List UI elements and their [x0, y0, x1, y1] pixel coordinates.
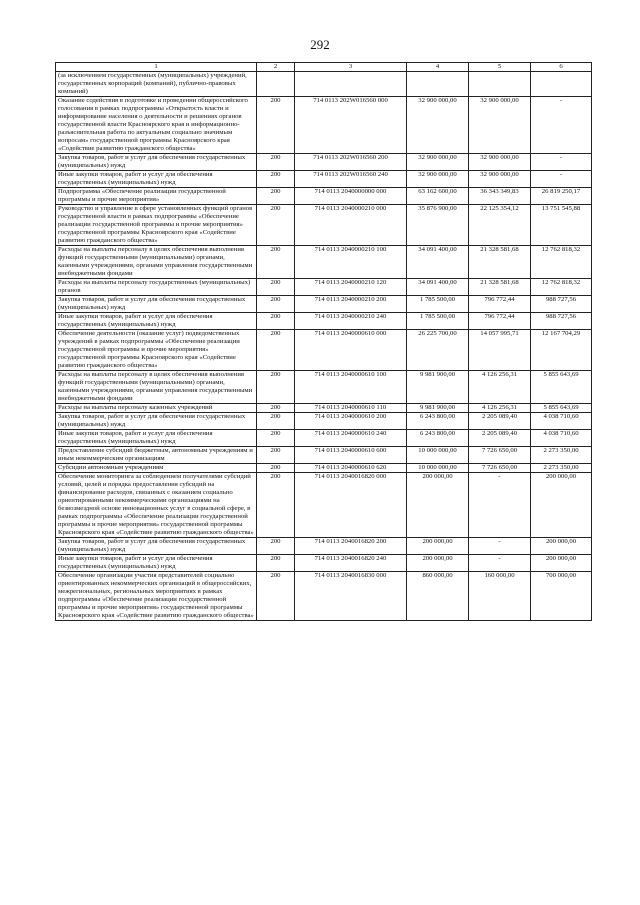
executed-amount-cell: - — [469, 555, 531, 572]
grbs-code-cell: 200 — [257, 464, 295, 473]
table-row — [56, 330, 592, 371]
grbs-code-cell: 200 — [257, 296, 295, 313]
planned-amount-cell: 34 091 400,00 — [407, 279, 469, 296]
grbs-code-cell: 200 — [257, 313, 295, 330]
budget-code-cell: 714 0113 202W016560 000 — [295, 97, 407, 154]
table-row — [56, 72, 592, 97]
budget-code-cell: 714 0113 2040016820 240 — [295, 555, 407, 572]
grbs-code-cell: 200 — [257, 572, 295, 621]
row-name-cell: Обеспечение организации участия представителей социально ориентированных некоммерческих организаций в общероссийских, межрегиональных, региональных мероприятиях в рамках подпрограммы «Обеспечение реализации государственной программы и прочие мероприятия» государственной программы Красноярского края «Содействие развитию гражданского общества» — [56, 572, 257, 621]
planned-amount-cell: 63 162 600,00 — [407, 188, 469, 205]
planned-amount-cell: 200 000,00 — [407, 555, 469, 572]
planned-amount-cell: 32 900 000,00 — [407, 97, 469, 154]
table-row — [56, 154, 592, 171]
table-header-row — [56, 63, 592, 72]
executed-amount-cell: 22 125 354,12 — [469, 205, 531, 246]
row-name-cell: Иные закупки товаров, работ и услуг для обеспечения государственных (муниципальных) нужд — [56, 313, 257, 330]
budget-code-cell: 714 0113 2040000610 600 — [295, 447, 407, 464]
row-name-cell: Закупка товаров, работ и услуг для обеспечения государственных (муниципальных) нужд — [56, 538, 257, 555]
remaining-amount-cell: 5 855 643,69 — [531, 404, 592, 413]
table-body — [56, 72, 592, 621]
budget-code-cell: 714 0113 2040000610 110 — [295, 404, 407, 413]
table-row — [56, 97, 592, 154]
grbs-code-cell: 200 — [257, 555, 295, 572]
planned-amount-cell: 32 900 000,00 — [407, 171, 469, 188]
budget-code-cell: 714 0113 2040000610 620 — [295, 464, 407, 473]
planned-amount-cell: 6 243 800,00 — [407, 413, 469, 430]
planned-amount-cell: 200 000,00 — [407, 538, 469, 555]
grbs-code-cell — [257, 72, 295, 97]
table-row — [56, 447, 592, 464]
budget-code-cell: 714 0113 2040000610 000 — [295, 330, 407, 371]
column-header: 4 — [407, 63, 469, 72]
remaining-amount-cell: 5 855 643,69 — [531, 371, 592, 404]
executed-amount-cell: 21 328 581,68 — [469, 246, 531, 279]
budget-code-cell: 714 0113 2040016830 000 — [295, 572, 407, 621]
table-row — [56, 555, 592, 572]
row-name-cell: Подпрограмма «Обеспечение реализации государственной программы и прочие мероприятия» — [56, 188, 257, 205]
table-row — [56, 538, 592, 555]
budget-code-cell: 714 0113 2040000210 200 — [295, 296, 407, 313]
budget-code-cell: 714 0113 2040000210 120 — [295, 279, 407, 296]
remaining-amount-cell: 12 762 818,32 — [531, 246, 592, 279]
remaining-amount-cell: 4 038 710,60 — [531, 430, 592, 447]
grbs-code-cell: 200 — [257, 279, 295, 296]
grbs-code-cell: 200 — [257, 97, 295, 154]
grbs-code-cell: 200 — [257, 413, 295, 430]
executed-amount-cell: 2 205 089,40 — [469, 430, 531, 447]
remaining-amount-cell: 13 751 545,88 — [531, 205, 592, 246]
table-row — [56, 313, 592, 330]
row-name-cell: Обеспечение мониторинга за соблюдением получателями субсидий условий, целей и порядка предоставления субсидий на финансирование расходов, связанных с оказанием социально ориентированными некоммерческими организациями на безвозмездной основе инновационных услуг в социальной сфере, в рамках подпрограммы «Обеспечение реализации государственной программы и прочие мероприятия» государственной программы Красноярского края «Содействие развитию гражданского общества» — [56, 473, 257, 538]
table-row — [56, 404, 592, 413]
grbs-code-cell: 200 — [257, 154, 295, 171]
row-name-cell: Закупка товаров, работ и услуг для обеспечения государственных (муниципальных) нужд — [56, 413, 257, 430]
executed-amount-cell: 796 772,44 — [469, 313, 531, 330]
grbs-code-cell: 200 — [257, 404, 295, 413]
budget-code-cell: 714 0113 2040000610 240 — [295, 430, 407, 447]
budget-code-cell: 714 0113 2040000000 000 — [295, 188, 407, 205]
remaining-amount-cell: 4 038 710,60 — [531, 413, 592, 430]
executed-amount-cell: 4 126 256,31 — [469, 404, 531, 413]
table-row — [56, 205, 592, 246]
planned-amount-cell: 26 225 700,00 — [407, 330, 469, 371]
row-name-cell: Закупка товаров, работ и услуг для обеспечения государственных (муниципальных) нужд — [56, 154, 257, 171]
executed-amount-cell: 32 900 000,00 — [469, 154, 531, 171]
row-name-cell: Закупка товаров, работ и услуг для обеспечения государственных (муниципальных) нужд — [56, 296, 257, 313]
budget-code-cell: 714 0113 2040000610 100 — [295, 371, 407, 404]
column-header: 6 — [531, 63, 592, 72]
remaining-amount-cell: 2 273 350,00 — [531, 464, 592, 473]
grbs-code-cell: 200 — [257, 371, 295, 404]
row-name-cell: Субсидии автономным учреждениям — [56, 464, 257, 473]
column-header: 3 — [295, 63, 407, 72]
planned-amount-cell: 9 981 900,00 — [407, 371, 469, 404]
executed-amount-cell — [469, 72, 531, 97]
page-number: 292 — [310, 37, 330, 52]
budget-code-cell: 714 0113 202W016560 240 — [295, 171, 407, 188]
grbs-code-cell: 200 — [257, 188, 295, 205]
budget-code-cell: 714 0113 2040000210 100 — [295, 246, 407, 279]
budget-code-cell: 714 0113 2040000210 240 — [295, 313, 407, 330]
executed-amount-cell: 36 343 349,83 — [469, 188, 531, 205]
row-name-cell: Руководство и управление в сфере установленных функций органов государственной власти в рамках подпрограммы «Обеспечение реализации государственной программы и прочие мероприятия» государственной программы Красноярского края «Содействие развитию гражданского общества» — [56, 205, 257, 246]
executed-amount-cell: - — [469, 538, 531, 555]
planned-amount-cell: 1 785 500,00 — [407, 296, 469, 313]
table-row — [56, 246, 592, 279]
row-name-cell: Расходы на выплаты персоналу государственных (муниципальных) органов — [56, 279, 257, 296]
planned-amount-cell: 1 785 500,00 — [407, 313, 469, 330]
remaining-amount-cell: 2 273 350,00 — [531, 447, 592, 464]
budget-code-cell — [295, 72, 407, 97]
executed-amount-cell: - — [469, 473, 531, 538]
remaining-amount-cell: 200 000,00 — [531, 555, 592, 572]
row-name-cell: Расходы на выплаты персоналу в целях обеспечения выполнения функций государственными (муниципальными) органами, казенными учреждениями, органами управления государственными внебюджетными фондами — [56, 371, 257, 404]
executed-amount-cell: 14 057 995,71 — [469, 330, 531, 371]
table-row — [56, 430, 592, 447]
row-name-cell: Расходы на выплаты персоналу в целях обеспечения выполнения функций государственными (муниципальными) органами, казенными учреждениями, органами управления государственными внебюджетными фондами — [56, 246, 257, 279]
executed-amount-cell: 796 772,44 — [469, 296, 531, 313]
remaining-amount-cell: 12 167 704,29 — [531, 330, 592, 371]
remaining-amount-cell: 988 727,56 — [531, 296, 592, 313]
column-header: 2 — [257, 63, 295, 72]
row-name-cell: Оказание содействия в подготовке и проведении общероссийского голосования в рамках подпрограммы «Открытость власти и информирование населения о деятельности и решениях органов государственной власти Красноярского края и информационно-разъяснительная работа по актуальным социально значимым вопросам» государственной программы Красноярского края «Содействие развитию гражданского общества» — [56, 97, 257, 154]
executed-amount-cell: 7 726 650,00 — [469, 464, 531, 473]
planned-amount-cell: 860 000,00 — [407, 572, 469, 621]
row-name-cell: Иные закупки товаров, работ и услуг для обеспечения государственных (муниципальных) нужд — [56, 555, 257, 572]
row-name-cell: Иные закупки товаров, работ и услуг для обеспечения государственных (муниципальных) нужд — [56, 171, 257, 188]
budget-code-cell: 714 0113 2040016820 200 — [295, 538, 407, 555]
remaining-amount-cell: - — [531, 154, 592, 171]
planned-amount-cell: 32 900 000,00 — [407, 154, 469, 171]
grbs-code-cell: 200 — [257, 246, 295, 279]
grbs-code-cell: 200 — [257, 447, 295, 464]
executed-amount-cell: 4 126 256,31 — [469, 371, 531, 404]
planned-amount-cell: 6 243 800,00 — [407, 430, 469, 447]
table-row — [56, 188, 592, 205]
grbs-code-cell: 200 — [257, 330, 295, 371]
remaining-amount-cell: - — [531, 171, 592, 188]
executed-amount-cell: 2 205 089,40 — [469, 413, 531, 430]
grbs-code-cell: 200 — [257, 473, 295, 538]
planned-amount-cell: 35 876 900,00 — [407, 205, 469, 246]
executed-amount-cell: 21 328 581,68 — [469, 279, 531, 296]
executed-amount-cell: 160 000,00 — [469, 572, 531, 621]
budget-code-cell: 714 0113 2040000610 200 — [295, 413, 407, 430]
remaining-amount-cell: 200 000,00 — [531, 538, 592, 555]
budget-table — [55, 62, 592, 621]
planned-amount-cell: 9 981 900,00 — [407, 404, 469, 413]
planned-amount-cell — [407, 72, 469, 97]
table-row — [56, 171, 592, 188]
executed-amount-cell: 7 726 650,00 — [469, 447, 531, 464]
grbs-code-cell: 200 — [257, 171, 295, 188]
table-row — [56, 413, 592, 430]
budget-code-cell: 714 0113 202W016560 200 — [295, 154, 407, 171]
table-row — [56, 572, 592, 621]
planned-amount-cell: 10 000 000,00 — [407, 464, 469, 473]
table-row — [56, 279, 592, 296]
column-header: 5 — [469, 63, 531, 72]
table-row — [56, 296, 592, 313]
grbs-code-cell: 200 — [257, 538, 295, 555]
executed-amount-cell: 32 900 000,00 — [469, 171, 531, 188]
remaining-amount-cell: 700 000,00 — [531, 572, 592, 621]
planned-amount-cell: 34 091 400,00 — [407, 246, 469, 279]
remaining-amount-cell: 200 000,00 — [531, 473, 592, 538]
planned-amount-cell: 10 000 000,00 — [407, 447, 469, 464]
planned-amount-cell: 200 000,00 — [407, 473, 469, 538]
remaining-amount-cell: 12 762 818,32 — [531, 279, 592, 296]
executed-amount-cell: 32 900 000,00 — [469, 97, 531, 154]
grbs-code-cell: 200 — [257, 205, 295, 246]
remaining-amount-cell: - — [531, 97, 592, 154]
row-name-cell: Иные закупки товаров, работ и услуг для обеспечения государственных (муниципальных) нужд — [56, 430, 257, 447]
budget-code-cell: 714 0113 2040000210 000 — [295, 205, 407, 246]
remaining-amount-cell: 26 819 250,17 — [531, 188, 592, 205]
remaining-amount-cell: 988 727,56 — [531, 313, 592, 330]
column-header: 1 — [56, 63, 257, 72]
table-row — [56, 371, 592, 404]
row-name-cell: (за исключением государственных (муниципальных) учреждений, государственных корпораций (компаний), публично-правовых компаний) — [56, 72, 257, 97]
budget-code-cell: 714 0113 2040016820 000 — [295, 473, 407, 538]
table-row — [56, 473, 592, 538]
row-name-cell: Предоставление субсидий бюджетным, автономным учреждениям и иным некоммерческим организациям — [56, 447, 257, 464]
table-row — [56, 464, 592, 473]
row-name-cell: Расходы на выплаты персоналу казенных учреждений — [56, 404, 257, 413]
row-name-cell: Обеспечение деятельности (оказание услуг) подведомственных учреждений в рамках подпрограммы «Обеспечение реализации государственной программы и прочие мероприятия» государственной программы Красноярского края «Содействие развитию гражданского общества» — [56, 330, 257, 371]
remaining-amount-cell — [531, 72, 592, 97]
grbs-code-cell: 200 — [257, 430, 295, 447]
